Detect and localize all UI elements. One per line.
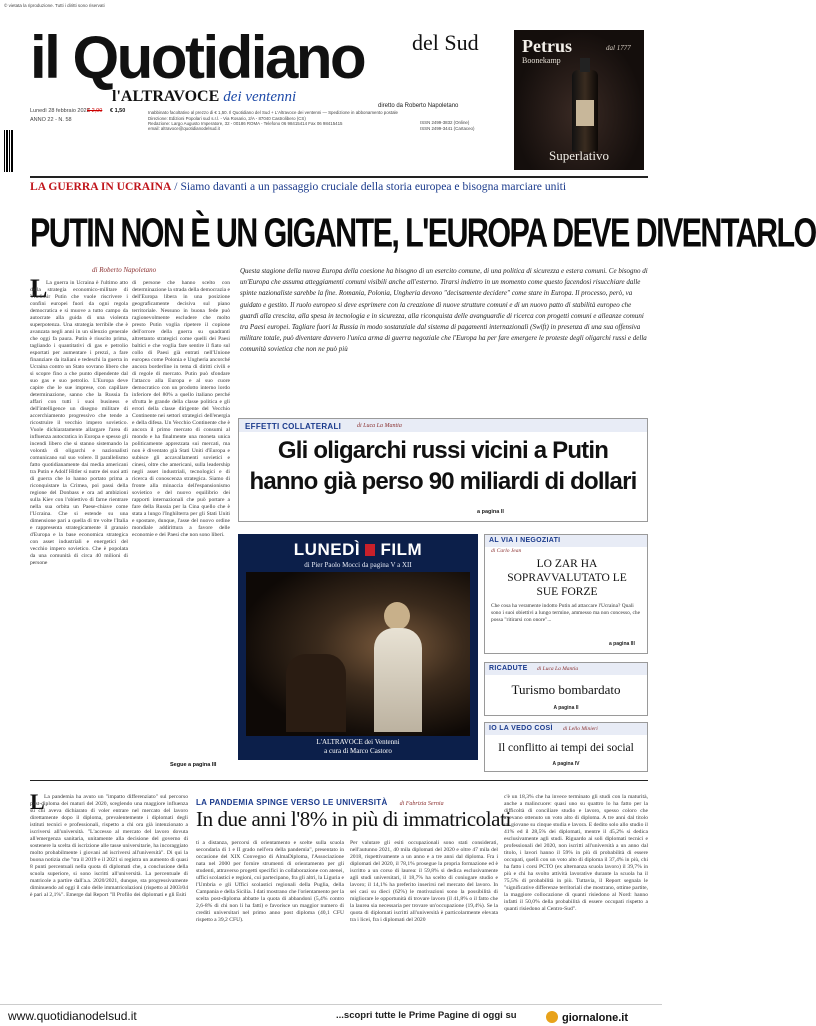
box-negoziati[interactable] bbox=[484, 534, 648, 654]
footer-promo: ...scopri tutte le Prime Pagine di oggi su bbox=[336, 1010, 517, 1021]
negoziati-headline: LO ZAR HA SOPRAVVALUTATO LE SUE FORZE bbox=[507, 558, 627, 598]
ad-year: dal 1777 bbox=[606, 44, 631, 52]
altravoce-prefix: l'ALTRAVOCE bbox=[112, 88, 220, 105]
ricadute-author: di Luca La Mantia bbox=[537, 666, 579, 672]
film-footer bbox=[238, 738, 478, 756]
vedo-ref[interactable]: A pagina IV bbox=[552, 761, 580, 767]
negoziati-author: di Carlo Jean bbox=[491, 548, 522, 554]
masthead-rule bbox=[30, 176, 648, 178]
kicker-rest: Siamo davanti a un passaggio cruciale della storia europea e bisogna marciare uniti bbox=[180, 180, 567, 193]
box-vedo[interactable] bbox=[484, 722, 648, 772]
film-footer-1: L'ALTRAVOCE dei Ventenni bbox=[316, 738, 400, 746]
price: € 1,50 bbox=[110, 108, 126, 114]
film-icon bbox=[365, 544, 375, 556]
issue-number: ANNO 22 - N. 58 bbox=[30, 117, 72, 123]
film-title-a: LUNEDÌ bbox=[293, 540, 361, 559]
film-title bbox=[238, 540, 478, 560]
film-photo bbox=[246, 572, 470, 736]
kicker-sep: / bbox=[171, 180, 181, 193]
ricadute-label: RICADUTE bbox=[489, 665, 528, 672]
ricadute-ref[interactable]: A pagina II bbox=[553, 705, 579, 711]
left-col-2: di persone che hanno scelto con determinazione la strada della democrazia e dell'Europa libera in una posizione geograficamente decisiva sul piano territoriale. Nessuno in buona fede può ragionevolmente escludere che molto presto Putin voglia ripetere il copione dell'orrore della guerra su quadranti altrettanto strategici come quelli dei Paesi baltici e che voglia fare sentire il fiato sul collo di Paesi già entrati nell'Unione europea come Polonia e Ungheria ancorché ancora borderline in tema di diritti civili e di regole di mercato. Putin può sfondare l'attacco alla Europa e al suo cuore democratico con un prodotto interno lordo inferiore del 80% a quello italiano perché sfrutta le grande della classe politica e gli errori della classe dirigente del Vecchio Continente nei settori strategici dell'energia e della difesa. Un Vecchio Continente che è ancora il primo mercato di consumi al mondo e ha finalmente una moneta unica politicamente apprezzata sui mercati, ma non è diventato già Stati Uniti d'Europa e subisce gli accavallamenti sovietici e cinesi, oltre che americani, sulla leadership negli asset industriali, tecnologici e di ricerca di conoscenza strategica. Siamo di fronte alla minaccia dell'espansionismo sovietico e del nuovo equilibrio dei rapporti internazionali che può portare a fare della Russia per la Cina quello che è stata a lungo l'Inghilterra per gli Stati Uniti e spostare, dunque, l'asse del nuovo ordine mondiale addirittura a favore delle economie e dei Paesi che non sono liberi. bbox=[132, 280, 230, 538]
barcode-image bbox=[4, 130, 14, 172]
issn-print: ISSN 2499-3441 (Cartaceo) bbox=[420, 126, 475, 131]
giornalone-brand: giornalone.it bbox=[562, 1012, 628, 1024]
drop-cap: L bbox=[30, 274, 48, 303]
kicker-red: LA GUERRA IN UCRAINA bbox=[30, 180, 172, 193]
negoziati-ref[interactable]: a pagina III bbox=[609, 641, 635, 647]
headline-author: di Roberto Napoletano bbox=[92, 266, 157, 274]
top-notice: © vietata la riproduzione. Tutti i diritti sono riservati bbox=[4, 3, 105, 8]
negoziati-text: Che cosa ha veramente indotto Putin ad attaccare l'Ucraina? Quali sono i suoi obiettivi a lungo termine, ammesso ma non concesso, che possa "ritirarsi con onore"... bbox=[491, 603, 640, 623]
box-collaterali[interactable] bbox=[238, 418, 648, 522]
university-col-right: Per valutare gli esiti occupazionali sono stati considerati, nell'autunno 2021, 40 mila diplomati del 2020 e oltre 47 mila del 2018, rispettivamente a un anno e a tre anni dal diploma. Fra i diplomati del 2020, il 78,1% prosegue la propria formazione ed è iscritto a un corso di laurea: il 59,8% si dedica esclusivamente agli studi universitari, il 18,7% ha scelto di coniugare studio e lavoro; il 14,1% ha preferito inserirsi nel mercato del lavoro. In sei casi su dieci (62%) le motivazioni sono la possibilità di migliorare le opportunità di trovare lavoro (il 41,8% o il fatto che la laurea sia necessaria per trovare un'occupazione (19,4%). Se la quota di diplomati iscritti all'università è particolarmente elevata tra i licei, fra i diplomati del 2020 bbox=[350, 840, 498, 923]
collaterali-label: EFFETTI COLLATERALI bbox=[245, 422, 342, 431]
negoziati-label: AL VIA I NEGOZIATI bbox=[489, 537, 561, 544]
issue-date: Lunedì 28 febbraio 2022 bbox=[30, 108, 90, 114]
issn-online: ISSN 2499-3832 (Online) bbox=[420, 120, 470, 125]
university-label: LA PANDEMIA SPINGE VERSO LE UNIVERSITÀ bbox=[196, 798, 388, 807]
ricadute-headline: Turismo bombardato bbox=[511, 682, 621, 697]
footer-site-link[interactable]: www.quotidianodelsud.it bbox=[8, 1009, 137, 1023]
left-col-1: La guerra in Ucraina è l'ultimo atto della strategia economico-militare di Vladimir Putin che vuole riscrivere i confini europei fuori da ogni regola democratica e si muove a tutto campo da autocrate alla guida di una violenta superpotenza. Una strategia terribile che è avanzata negli anni in un silenzio generale che oggi fa paura. Putin è riuscito prima, tagliando i quantitativi di gas e petrolio esportati per aumentare i prezzi, a fare finanziare da italiani e tedeschi la guerra in Ucraina contro un Stato sovrano libero che si scopre fino a che punto dipendente dal suo gas e suo petrolio. L'Europa deve capire che le sue imprese, con capillare determinazione, sanno che la Russia fa affari con tutti i suoi business e dell'intelligence un disegno militare di accerchiamento progressivo che tende a ricostruire il vecchio impero sovietico. Vuole dichiaratamente allargare l'area di influenza autocratica in Europa e spesso gli incendi libero che si stanno sistemando la volontà di oligarchi e nazionalisti comunicano sul suo volere. Il parallelismo fatto quotidianamente dai media americani tra Putin e Adolf Hitler si nutre dei suoi atti di guerra che lo hanno portato prima a riconquistare la Crimea, poi passi della regione del Donbass e ora ad ambizioni sulla Kiev con l'obiettivo di farne rientrare nella sua orbita un Paese-chiave come l'Ucraina. Che si estende su una dimensione pari a quella di tre volte l'Italia e rappresenta strategicamente il granaio d'Europa e la base economica strategica con asset industriali e energetici del vecchio impero sovietico. Che è popolata da una comunità di circa 40 milioni di persone bbox=[30, 280, 128, 566]
collaterali-ref[interactable]: a pagina II bbox=[477, 509, 504, 515]
film-box[interactable] bbox=[238, 534, 478, 760]
altravoce-suffix: dei ventenni bbox=[223, 89, 297, 105]
ad-brand-sub: Boonekamp bbox=[522, 56, 561, 65]
university-col-left: La pandemia ha avuto un "impatto differenziato" sul percorso post-diploma dei maturi del 2020, sceglendo una maggiore influenza su chi aveva dichiarato di voler entrare nel mercato del lavoro direttamente dopo il diploma, prevalentemente i diplomati degli istituti tecnici e professionali, rispetto a chi ora già intenzionato a iscriversi all'università. "L'accesso al mercato del lavoro dovuta all'emergenza sanitaria, unitamente alla decisione del governo di sostenere la scelta di iscrizione alle tasse universitarie, ha incoraggiato molto probabilmente i giovani ad iscriversi all'università". Di qui la buona notizia che "tra il 2019 e il 2021 si registra un aumento di quasi 8 punti percentuali nella quota di diplomati che, a conclusione della scuola superiore, si sono iscritti all'università. La percentuale di matricole a partire dall'a.a. 2020/2021, dunque, sta progressivamente diminuendo ad oggi il calo delle immatricolazioni (rispetto al 2003/04 è pari al 2,1%". Emerge dal Report "Il Profilo dei diplomati e gli Esiti bbox=[30, 794, 188, 898]
publisher-line-3: email: altravoce@quotidianodelsud.it bbox=[148, 126, 220, 131]
film-title-b: FILM bbox=[380, 540, 423, 559]
main-headline: PUTIN NON È UN GIGANTE, L'EUROPA DEVE DIVENTARLO bbox=[30, 210, 816, 257]
continues-link[interactable]: Segue a pagina III bbox=[170, 762, 217, 768]
collaterali-headline: Gli oligarchi russi vicini a Putin hanno già perso 90 miliardi di dollari bbox=[249, 437, 637, 495]
giornalone-logo[interactable] bbox=[546, 1008, 628, 1026]
university-col-mid: ti a distanza, percorsi di orientamento e scelte sulla scuola secondaria di 1 e II grado nell'era della pandemia", presentato in occasione del XIX Convegno di AlmaDiploma, l'Associazione nata nel 2000 per fornire strumenti di orientamento per gli studenti, attraverso progetti specifici in collaborazione con atenei, uffici scolastici e regioni, cui partecipano, fra gli altri, la Liguria e l'Umbria e gli Uffici scolastici regionali della Puglia, della Campania e della Sicilia. I dati mostrano che l'orientamento per la scelta post-diploma abbatte la quota di abbandoni (5,4% contro 2,6-8% di chi non li ha fatti) e favorisce un maggior numero di crediti universitari nel primo anno post diploma (40,1 CFU rispetto a 39,2 CFU). bbox=[196, 840, 344, 923]
petrus-ad[interactable] bbox=[514, 30, 644, 170]
ad-slogan: Superlativo bbox=[549, 148, 609, 163]
publisher-line-1: Direzione: Edizioni Popolari sud s.r.l. - Via Rosario, 2/A - 87040 Castrolibero (CS) bbox=[148, 116, 306, 121]
vedo-author: di Lello Minieri bbox=[563, 726, 598, 732]
old-price: € 2,00 bbox=[87, 108, 103, 114]
lead-text: Questa stagione della nuova Europa della coesione ha bisogno di un esercito comune, di una politica di sicurezza e estera comuni. Ce bisogno di un'Europa che assuma atteggiamenti comuni visibili anche all'esterno. Tirarsi indietro in un momento come questo facendosi risucchiare dalle spinte nazionaliste sarebbe la fine. Romania, Polonia, Ungheria devono "decisamente decidere" come stare in Europa. Il processo, però, va guidato e gestito. Il ruolo europeo si deve esprimere con la creazione di nuove strutture comuni e di un nuovo patto di stabilità europeo che guardi alla crescita, alla spesa in tecnologia e in sicurezza, alla riconquista delle avanguardie di ricerca con progetti comuni e alleanze comuni tra Paesi europei. Tagliare fuori la Russia in modo sostanziale dal sistema di pagamenti internazionali (Swift) in presenza di una sua offensiva militare totale, può diventare davvero l'unica arma di guerra negoziale che l'Europa ha per fare emergere le proteste degli oligarchi russi e della comunità sovietica che non ne può più bbox=[240, 267, 648, 354]
legal-line: Inabbinato facoltativo al prezzo di € 1,50. Il Quotidiano del Sud + L'Altravoce dei ventenni — Spedizione in abbonamento postale bbox=[148, 110, 398, 115]
box-ricadute[interactable] bbox=[484, 662, 648, 716]
film-subtitle: di Pier Paolo Mocci da pagina V a XII bbox=[304, 561, 412, 569]
footer-bar bbox=[0, 1004, 662, 1026]
headline-kicker bbox=[30, 180, 566, 193]
vedo-headline: Il conflitto ai tempi dei social bbox=[498, 742, 634, 754]
collaterali-author: di Luca La Mantia bbox=[357, 423, 402, 429]
director-line: diretto da Roberto Napoletano bbox=[378, 103, 459, 109]
university-drop-cap: L bbox=[30, 789, 45, 814]
masthead-del-sud: del Sud bbox=[412, 30, 479, 55]
vedo-label: IO LA VEDO COSÌ bbox=[489, 725, 553, 732]
publisher-line-2: Redazione: Largo Augusto Imperatore, 32 - 00186 ROMA - Telefono 06 98415414 Fax 06 98415415 bbox=[148, 121, 343, 126]
bottle-image bbox=[572, 70, 598, 152]
ad-brand: Petrus bbox=[522, 36, 572, 56]
section-rule bbox=[30, 780, 648, 781]
giornalone-icon bbox=[546, 1011, 558, 1023]
altravoce-banner bbox=[112, 88, 296, 106]
masthead-title: il Quotidiano bbox=[30, 24, 365, 91]
university-col-far: c'è un 18,3% che ha invece terminato gli studi con la maturità, anche a malincuore: quasi uno su quattro lo ha fatto per la difficoltà di conciliare studio e lavoro, spesso coloro che avevano ottenuto un voto alto di diploma. A tre anni dal titolo un giovane su cinque studia e lavora. E dedito solo allo studio il 41% ed il 28,5% dei diplomati, mentre il 45,2% si dedica esclusivamente agli studi. Riguardo ai soli diplomati tecnici e professionali del 2020, non iscritti all'università a un anno dal titolo, i lavori hanno il 59% in più di probabilità di essere occupati, quelli con un voto alto di diploma il 37,4% in più, chi ha fatto i corsi PCTO (ex alternanza scuola lavoro) il 39,7% in più e chi ha svolto attività lavorative durante la scuola ha il 75,5% di probabilità in più. Tuttavia, il Report segnala le "significative differenze territoriali che mostrano, ottime partite, la maggiore collocazione di quanti risiedono al Nord: hanno infatti il 50,0% della probabilità di essere occupati rispetto a quanti risiedono al Centro-Sud". bbox=[504, 794, 648, 912]
film-footer-2: a cura di Marco Castoro bbox=[324, 747, 392, 755]
university-headline: In due anni l'8% in più di immatricolati bbox=[196, 807, 511, 831]
university-author: di Fabrizia Sernia bbox=[399, 801, 444, 807]
